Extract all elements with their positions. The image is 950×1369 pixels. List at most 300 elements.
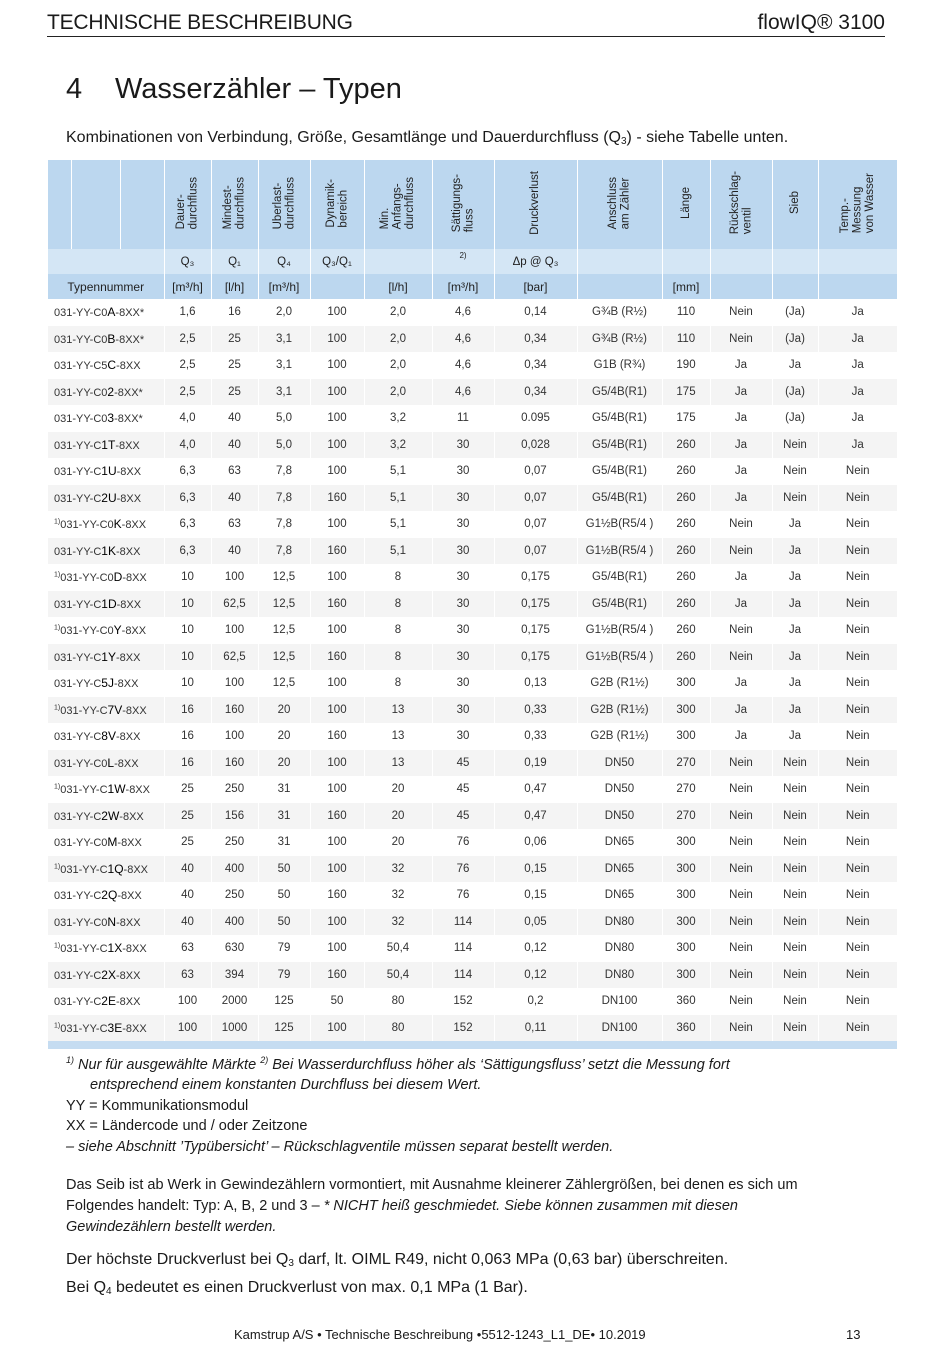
cell-q4: 2,0 (258, 299, 310, 326)
cell-min: 20 (364, 803, 432, 830)
cell-conn: G1½B(R5/4 ) (577, 511, 662, 538)
footnotes (66, 1050, 866, 1157)
cell-q1: 40 (211, 538, 258, 565)
cell-sieb: Ja (772, 723, 818, 750)
cell-dyn: 160 (310, 485, 364, 512)
cell-len: 300 (662, 962, 710, 989)
cell-sieb: Ja (772, 670, 818, 697)
type-number: 031-YY-C0L-8XX (48, 750, 164, 777)
cell-q4: 31 (258, 776, 310, 803)
cell-q1: 40 (211, 432, 258, 459)
cell-q1: 250 (211, 776, 258, 803)
cell-dp: 0,175 (494, 564, 577, 591)
table-row (48, 299, 897, 326)
cell-q3: 2,5 (164, 326, 211, 353)
column-header: Sieb (772, 160, 818, 249)
cell-min: 2,0 (364, 379, 432, 406)
cell-q1: 630 (211, 935, 258, 962)
type-number: 031-YY-C5J-8XX (48, 670, 164, 697)
cell-q3: 40 (164, 856, 211, 883)
cell-conn: DN65 (577, 882, 662, 909)
cell-temp: Ja (818, 326, 897, 353)
cell-conn: G5/4B(R1) (577, 458, 662, 485)
column-header: Anschluss am Zähler (577, 160, 662, 249)
cell-temp: Nein (818, 458, 897, 485)
cell-temp: Nein (818, 511, 897, 538)
table-row (48, 723, 897, 750)
cell-temp: Ja (818, 352, 897, 379)
cell-rv: Ja (710, 723, 772, 750)
cell-rv: Nein (710, 803, 772, 830)
cell-len: 260 (662, 564, 710, 591)
cell-q4: 50 (258, 856, 310, 883)
symbol-cell (364, 249, 432, 274)
cell-q1: 40 (211, 485, 258, 512)
cell-conn: G¾B (R½) (577, 299, 662, 326)
cell-len: 270 (662, 803, 710, 830)
note-xx: XX = Ländercode und / oder Zeitzone (66, 1118, 308, 1135)
table-row (48, 405, 897, 432)
table-row (48, 511, 897, 538)
cell-dyn: 100 (310, 776, 364, 803)
cell-len: 260 (662, 432, 710, 459)
cell-q3: 2,5 (164, 352, 211, 379)
cell-dyn: 100 (310, 379, 364, 406)
symbol-cell (818, 249, 897, 274)
type-number: 031-YY-C0M-8XX (48, 829, 164, 856)
cell-temp: Nein (818, 882, 897, 909)
note-reference: – siehe Abschnitt ’Typübersicht’ – Rückschlagventile müssen separat bestellt werden. (66, 1138, 614, 1155)
cell-min: 13 (364, 697, 432, 724)
cell-len: 175 (662, 405, 710, 432)
cell-q1: 1000 (211, 1015, 258, 1042)
cell-q1: 100 (211, 617, 258, 644)
cell-dyn: 100 (310, 750, 364, 777)
cell-dyn: 100 (310, 909, 364, 936)
cell-sieb: Nein (772, 1015, 818, 1042)
cell-rv: Ja (710, 485, 772, 512)
table-unit-row (48, 274, 897, 299)
cell-min: 2,0 (364, 299, 432, 326)
cell-sieb: (Ja) (772, 405, 818, 432)
cell-dyn: 160 (310, 723, 364, 750)
cell-sat: 30 (432, 697, 494, 724)
cell-sieb: (Ja) (772, 326, 818, 353)
cell-sieb: Ja (772, 591, 818, 618)
cell-sat: 30 (432, 723, 494, 750)
cell-rv: Nein (710, 856, 772, 883)
cell-len: 260 (662, 538, 710, 565)
cell-conn: DN100 (577, 1015, 662, 1042)
symbol-cell (710, 249, 772, 274)
cell-conn: DN50 (577, 776, 662, 803)
cell-q4: 12,5 (258, 617, 310, 644)
type-number: $^{1)}$031-YY-C1X-8XX (48, 935, 164, 962)
cell-rv: Nein (710, 617, 772, 644)
footer-text: Kamstrup A/S • Technische Beschreibung •5512-1243_L1_DE• 10.2019 (234, 1327, 646, 1342)
cell-temp: Nein (818, 856, 897, 883)
unit-cell: [m³/h] (258, 274, 310, 299)
cell-dyn: 100 (310, 432, 364, 459)
table-row (48, 856, 897, 883)
type-number: $^{1)}$031-YY-C7V-8XX (48, 697, 164, 724)
cell-conn: DN80 (577, 909, 662, 936)
cell-dp: 0,06 (494, 829, 577, 856)
cell-dp: 0,15 (494, 856, 577, 883)
cell-sat: 76 (432, 856, 494, 883)
cell-rv: Nein (710, 988, 772, 1015)
table-row (48, 829, 897, 856)
symbol-cell: 2) (432, 249, 494, 274)
cell-q4: 5,0 (258, 405, 310, 432)
cell-temp: Nein (818, 935, 897, 962)
cell-temp: Nein (818, 538, 897, 565)
cell-dyn: 100 (310, 856, 364, 883)
cell-temp: Nein (818, 962, 897, 989)
cell-temp: Nein (818, 617, 897, 644)
type-number: $^{1)}$031-YY-C1Q-8XX (48, 856, 164, 883)
cell-dyn: 160 (310, 591, 364, 618)
cell-temp: Nein (818, 1015, 897, 1042)
table-row (48, 1015, 897, 1042)
cell-sieb: Nein (772, 988, 818, 1015)
type-number: $^{1)}$031-YY-C1W-8XX (48, 776, 164, 803)
cell-q3: 25 (164, 829, 211, 856)
table-row (48, 644, 897, 671)
column-header: Temp.- Messung von Wasser (818, 160, 897, 249)
cell-q3: 16 (164, 697, 211, 724)
cell-conn: DN100 (577, 988, 662, 1015)
cell-dp: 0,34 (494, 326, 577, 353)
cell-sat: 152 (432, 988, 494, 1015)
cell-rv: Nein (710, 829, 772, 856)
symbol-cell: Q₄ (258, 249, 310, 274)
cell-rv: Nein (710, 644, 772, 671)
cell-sat: 4,6 (432, 326, 494, 353)
cell-temp: Nein (818, 670, 897, 697)
cell-dyn: 160 (310, 803, 364, 830)
cell-q4: 20 (258, 697, 310, 724)
cell-min: 8 (364, 591, 432, 618)
cell-len: 300 (662, 723, 710, 750)
cell-min: 50,4 (364, 962, 432, 989)
cell-dp: 0,12 (494, 935, 577, 962)
cell-q1: 62,5 (211, 591, 258, 618)
cell-q3: 16 (164, 750, 211, 777)
cell-sieb: Nein (772, 856, 818, 883)
cell-conn: G¾B (R½) (577, 326, 662, 353)
cell-sat: 152 (432, 1015, 494, 1042)
table-row (48, 564, 897, 591)
table-row (48, 988, 897, 1015)
cell-dp: 0,07 (494, 511, 577, 538)
cell-rv: Nein (710, 511, 772, 538)
cell-q3: 25 (164, 803, 211, 830)
type-number: 031-YY-C03-8XX* (48, 405, 164, 432)
cell-q3: 25 (164, 776, 211, 803)
cell-conn: DN65 (577, 856, 662, 883)
cell-sieb: (Ja) (772, 379, 818, 406)
cell-rv: Ja (710, 458, 772, 485)
type-number: $^{1)}$031-YY-C3E-8XX (48, 1015, 164, 1042)
cell-dyn: 50 (310, 988, 364, 1015)
unit-cell: [m³/h] (432, 274, 494, 299)
column-header (71, 160, 120, 249)
cell-rv: Nein (710, 538, 772, 565)
cell-q1: 63 (211, 511, 258, 538)
cell-min: 8 (364, 670, 432, 697)
cell-conn: G1½B(R5/4 ) (577, 617, 662, 644)
cell-min: 8 (364, 564, 432, 591)
cell-sieb: Ja (772, 352, 818, 379)
cell-dp: 0,05 (494, 909, 577, 936)
cell-dyn: 100 (310, 935, 364, 962)
cell-sieb: Ja (772, 697, 818, 724)
table-row (48, 352, 897, 379)
column-header (48, 160, 71, 249)
symbol-cell (48, 249, 164, 274)
table-row (48, 882, 897, 909)
symbol-cell (772, 249, 818, 274)
cell-q3: 6,3 (164, 485, 211, 512)
cell-len: 300 (662, 882, 710, 909)
cell-q3: 10 (164, 617, 211, 644)
cell-q1: 16 (211, 299, 258, 326)
cell-dp: 0,07 (494, 458, 577, 485)
cell-q4: 79 (258, 935, 310, 962)
cell-sat: 30 (432, 511, 494, 538)
cell-q1: 25 (211, 326, 258, 353)
cell-sat: 114 (432, 962, 494, 989)
table-row (48, 750, 897, 777)
cell-q1: 160 (211, 750, 258, 777)
cell-q1: 400 (211, 909, 258, 936)
cell-sat: 30 (432, 538, 494, 565)
table-row (48, 538, 897, 565)
type-number: 031-YY-C2U-8XX (48, 485, 164, 512)
symbol-cell: Q₃ (164, 249, 211, 274)
type-number: 031-YY-C0B-8XX* (48, 326, 164, 353)
cell-dyn: 100 (310, 1015, 364, 1042)
cell-q4: 20 (258, 723, 310, 750)
cell-dp: 0,11 (494, 1015, 577, 1042)
cell-len: 300 (662, 829, 710, 856)
symbol-cell (662, 249, 710, 274)
unit-cell (710, 274, 772, 299)
cell-dyn: 100 (310, 697, 364, 724)
cell-len: 270 (662, 776, 710, 803)
cell-temp: Nein (818, 750, 897, 777)
cell-q4: 12,5 (258, 564, 310, 591)
cell-conn: G5/4B(R1) (577, 379, 662, 406)
cell-conn: G2B (R1½) (577, 670, 662, 697)
cell-temp: Nein (818, 564, 897, 591)
cell-min: 50,4 (364, 935, 432, 962)
cell-q3: 6,3 (164, 538, 211, 565)
cell-dp: 0,12 (494, 962, 577, 989)
cell-q4: 50 (258, 882, 310, 909)
cell-temp: Ja (818, 299, 897, 326)
cell-temp: Ja (818, 432, 897, 459)
cell-q4: 12,5 (258, 670, 310, 697)
cell-sieb: Nein (772, 803, 818, 830)
cell-conn: DN50 (577, 750, 662, 777)
cell-min: 3,2 (364, 432, 432, 459)
column-header: Überlast- durchfluss (258, 160, 310, 249)
type-number: 031-YY-C8V-8XX (48, 723, 164, 750)
cell-min: 3,2 (364, 405, 432, 432)
cell-min: 13 (364, 723, 432, 750)
cell-dp: 0,07 (494, 538, 577, 565)
cell-rv: Ja (710, 670, 772, 697)
cell-rv: Nein (710, 935, 772, 962)
cell-q3: 63 (164, 962, 211, 989)
cell-len: 260 (662, 458, 710, 485)
cell-dp: 0,2 (494, 988, 577, 1015)
cell-sat: 30 (432, 670, 494, 697)
cell-min: 5,1 (364, 458, 432, 485)
cell-rv: Nein (710, 776, 772, 803)
cell-rv: Nein (710, 326, 772, 353)
cell-len: 360 (662, 988, 710, 1015)
cell-dyn: 100 (310, 564, 364, 591)
section-heading (66, 70, 402, 108)
cell-dp: 0,175 (494, 617, 577, 644)
column-header: Dauer- durchfluss (164, 160, 211, 249)
cell-dp: 0,14 (494, 299, 577, 326)
header-title: TECHNISCHE BESCHREIBUNG (47, 11, 353, 34)
unit-cell: [bar] (494, 274, 577, 299)
table-symbol-row (48, 249, 897, 274)
type-number: 031-YY-C02-8XX* (48, 379, 164, 406)
cell-dyn: 100 (310, 352, 364, 379)
cell-conn: G5/4B(R1) (577, 432, 662, 459)
meter-types-table (48, 160, 897, 1049)
cell-min: 5,1 (364, 538, 432, 565)
cell-q1: 100 (211, 670, 258, 697)
cell-sat: 4,6 (432, 299, 494, 326)
cell-q3: 63 (164, 935, 211, 962)
section-number: 4 (66, 73, 83, 105)
cell-q1: 2000 (211, 988, 258, 1015)
cell-dp: 0,175 (494, 644, 577, 671)
cell-q1: 25 (211, 352, 258, 379)
cell-conn: DN50 (577, 803, 662, 830)
cell-conn: G1B (R¾) (577, 352, 662, 379)
cell-min: 80 (364, 988, 432, 1015)
cell-len: 110 (662, 326, 710, 353)
symbol-cell (577, 249, 662, 274)
cell-dyn: 100 (310, 829, 364, 856)
cell-q4: 125 (258, 1015, 310, 1042)
type-number: 031-YY-C2X-8XX (48, 962, 164, 989)
cell-sat: 30 (432, 591, 494, 618)
cell-conn: G5/4B(R1) (577, 405, 662, 432)
cell-sieb: Nein (772, 882, 818, 909)
cell-dp: 0,19 (494, 750, 577, 777)
column-header: Druckverlust (494, 160, 577, 249)
note-yy: YY = Kommunikationsmodul (66, 1097, 249, 1114)
cell-dyn: 100 (310, 670, 364, 697)
cell-dyn: 100 (310, 326, 364, 353)
cell-q4: 20 (258, 750, 310, 777)
cell-min: 2,0 (364, 326, 432, 353)
cell-rv: Ja (710, 564, 772, 591)
cell-temp: Nein (818, 803, 897, 830)
cell-q4: 5,0 (258, 432, 310, 459)
cell-sat: 45 (432, 803, 494, 830)
column-header: Sättigungs- fluss (432, 160, 494, 249)
cell-sieb: Nein (772, 909, 818, 936)
cell-rv: Nein (710, 882, 772, 909)
cell-rv: Ja (710, 352, 772, 379)
unit-cell (577, 274, 662, 299)
cell-min: 5,1 (364, 485, 432, 512)
cell-sat: 45 (432, 750, 494, 777)
cell-q1: 40 (211, 405, 258, 432)
cell-sieb: Ja (772, 564, 818, 591)
cell-sat: 4,6 (432, 379, 494, 406)
cell-conn: G5/4B(R1) (577, 485, 662, 512)
cell-dp: 0,47 (494, 803, 577, 830)
cell-temp: Nein (818, 988, 897, 1015)
cell-rv: Nein (710, 750, 772, 777)
unit-cell: [mm] (662, 274, 710, 299)
cell-conn: G2B (R1½) (577, 697, 662, 724)
type-number: $^{1)}$031-YY-C0K-8XX (48, 511, 164, 538)
unit-cell (818, 274, 897, 299)
cell-min: 80 (364, 1015, 432, 1042)
cell-dp: 0,47 (494, 776, 577, 803)
type-number: $^{1)}$031-YY-C0Y-8XX (48, 617, 164, 644)
cell-temp: Nein (818, 697, 897, 724)
cell-conn: G1½B(R5/4 ) (577, 644, 662, 671)
footnote-1-2: $^{1)}$ Nur für ausgewählte Märkte $^{2)}$ Bei Wasserdurchfluss höher als ‘Sättigungsfluss’ setzt die Messung fort (66, 1055, 730, 1073)
cell-conn: G2B (R1½) (577, 723, 662, 750)
cell-q1: 156 (211, 803, 258, 830)
cell-conn: DN65 (577, 829, 662, 856)
table-row (48, 617, 897, 644)
cell-len: 175 (662, 379, 710, 406)
cell-q1: 250 (211, 829, 258, 856)
cell-q3: 10 (164, 670, 211, 697)
cell-sat: 30 (432, 485, 494, 512)
table-header-row (48, 160, 897, 249)
cell-q3: 2,5 (164, 379, 211, 406)
cell-sat: 45 (432, 776, 494, 803)
type-number: 031-YY-C1D-8XX (48, 591, 164, 618)
unit-cell: Typennummer (48, 274, 164, 299)
cell-dp: 0,33 (494, 697, 577, 724)
cell-dyn: 100 (310, 299, 364, 326)
cell-sieb: Nein (772, 458, 818, 485)
cell-q4: 3,1 (258, 326, 310, 353)
header-product: flowIQ® 3100 (757, 11, 885, 34)
section-title: Wasserzähler – Typen (115, 73, 402, 105)
cell-conn: DN80 (577, 962, 662, 989)
cell-len: 300 (662, 935, 710, 962)
cell-q3: 10 (164, 591, 211, 618)
type-number: $^{1)}$031-YY-C0D-8XX (48, 564, 164, 591)
cell-min: 32 (364, 856, 432, 883)
cell-min: 20 (364, 829, 432, 856)
cell-dp: 0,13 (494, 670, 577, 697)
type-number: 031-YY-C1Y-8XX (48, 644, 164, 671)
table-row (48, 935, 897, 962)
cell-sieb: Nein (772, 776, 818, 803)
table-row (48, 432, 897, 459)
cell-dp: 0.095 (494, 405, 577, 432)
